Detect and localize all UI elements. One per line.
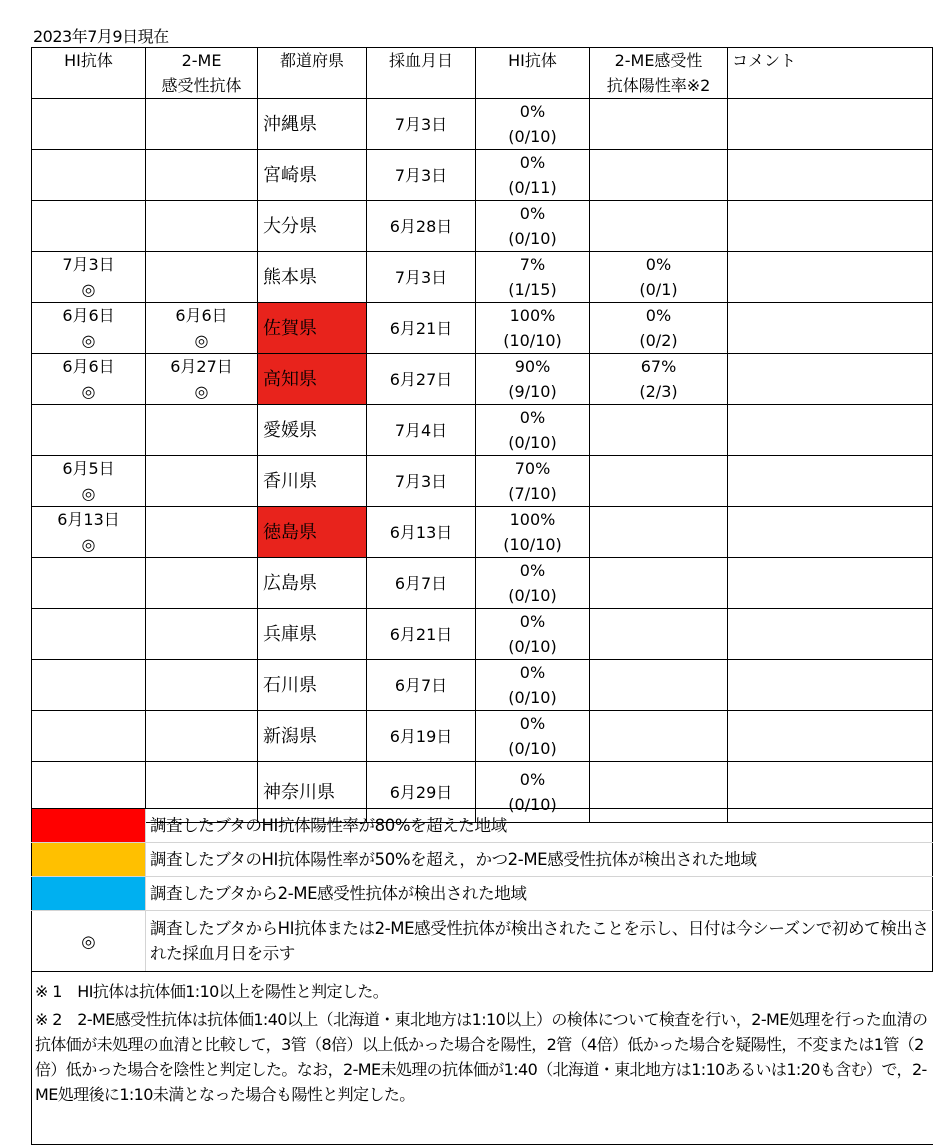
footnotes [31, 970, 933, 1145]
cell-sample-date: 7月4日 [367, 405, 476, 456]
cell-hi-first-detected [32, 660, 146, 711]
cell-prefecture: 佐賀県 [258, 303, 367, 354]
double-circle-icon: ◎ [32, 911, 146, 972]
footnote-2: ※ 2 2-ME感受性抗体は抗体価1:40以上（北海道・東北地方は1:10以上）の検体について検査を行い，2-ME処理を行った血清の抗体価が未処理の血清と比較して，3管（8倍）以上低かった場合を陽性，2管（4倍）低かった場合を疑陽性，不変または1管（2倍）低かった場合を陰性と判定した。なお，2-ME未処理の抗体価が1:40（北海道・東北地方は1:10あるいは1:20も含む）で，2-ME処理後に1:10未満となった場合も陽性と判定した。 [35, 1010, 928, 1104]
cell-comment [728, 99, 933, 150]
cell-sample-date: 7月3日 [367, 252, 476, 303]
cell-sample-date: 7月3日 [367, 99, 476, 150]
header-sample-date: 採血月日 [367, 48, 476, 99]
cell-hi-rate: 90% (9/10) [476, 354, 590, 405]
table-row [32, 660, 933, 711]
header-comment: コメント [728, 48, 933, 99]
legend-row [32, 843, 933, 877]
cell-2me-rate [590, 609, 728, 660]
legend-color-swatch [32, 877, 146, 911]
cell-comment [728, 303, 933, 354]
as-of-date: 2023年7月9日現在 [33, 27, 169, 46]
cell-hi-first-detected: 6月5日 ◎ [32, 456, 146, 507]
cell-prefecture: 宮崎県 [258, 150, 367, 201]
header-2me-first-detected: 2-ME 感受性抗体 [146, 48, 258, 99]
cell-comment [728, 456, 933, 507]
cell-comment [728, 201, 933, 252]
cell-hi-rate: 0% (0/10) [476, 711, 590, 762]
cell-hi-first-detected [32, 609, 146, 660]
cell-sample-date: 7月3日 [367, 456, 476, 507]
legend-table [31, 808, 933, 972]
legend-color-swatch [32, 843, 146, 877]
cell-2me-rate [590, 150, 728, 201]
cell-hi-rate: 70% (7/10) [476, 456, 590, 507]
legend-row [32, 877, 933, 911]
cell-prefecture: 広島県 [258, 558, 367, 609]
header-hi-first-detected: HI抗体 [32, 48, 146, 99]
legend-description: 調査したブタから2-ME感受性抗体が検出された地域 [146, 877, 933, 911]
cell-comment [728, 150, 933, 201]
cell-sample-date: 6月29日 [367, 762, 476, 823]
cell-2me-rate [590, 711, 728, 762]
cell-hi-rate: 0% (0/10) [476, 660, 590, 711]
cell-hi-first-detected [32, 558, 146, 609]
table-row [32, 609, 933, 660]
legend-row [32, 809, 933, 843]
cell-2me-first-detected: 6月6日 ◎ [146, 303, 258, 354]
cell-hi-first-detected [32, 150, 146, 201]
cell-sample-date: 7月3日 [367, 150, 476, 201]
cell-comment [728, 660, 933, 711]
cell-2me-first-detected: 6月27日 ◎ [146, 354, 258, 405]
cell-prefecture: 兵庫県 [258, 609, 367, 660]
cell-hi-rate: 0% (0/11) [476, 150, 590, 201]
legend-description: 調査したブタのHI抗体陽性率が50%を超え，かつ2-ME感受性抗体が検出された地域 [146, 843, 933, 877]
cell-sample-date: 6月7日 [367, 660, 476, 711]
cell-2me-first-detected [146, 99, 258, 150]
cell-2me-first-detected [146, 150, 258, 201]
cell-prefecture: 徳島県 [258, 507, 367, 558]
header-row [32, 48, 933, 99]
legend-row [32, 911, 933, 972]
footnote-1: ※ 1 HI抗体は抗体価1:10以上を陽性と判定した。 [35, 982, 389, 1001]
table-row [32, 456, 933, 507]
cell-hi-rate: 0% (0/10) [476, 201, 590, 252]
table-row [32, 201, 933, 252]
cell-2me-first-detected [146, 558, 258, 609]
table-row [32, 507, 933, 558]
cell-2me-rate [590, 660, 728, 711]
cell-prefecture: 神奈川県 [258, 762, 367, 823]
cell-sample-date: 6月28日 [367, 201, 476, 252]
header-2me-rate: 2-ME感受性 抗体陽性率※2 [590, 48, 728, 99]
table-row [32, 150, 933, 201]
table-row [32, 354, 933, 405]
cell-hi-rate: 7% (1/15) [476, 252, 590, 303]
cell-sample-date: 6月13日 [367, 507, 476, 558]
cell-hi-first-detected: 6月6日 ◎ [32, 303, 146, 354]
table-row [32, 303, 933, 354]
header-hi-rate: HI抗体 [476, 48, 590, 99]
cell-comment [728, 405, 933, 456]
cell-hi-rate: 0% (0/10) [476, 405, 590, 456]
cell-hi-first-detected: 7月3日 ◎ [32, 252, 146, 303]
cell-comment [728, 507, 933, 558]
cell-prefecture: 愛媛県 [258, 405, 367, 456]
cell-comment [728, 558, 933, 609]
cell-sample-date: 6月21日 [367, 609, 476, 660]
cell-prefecture: 新潟県 [258, 711, 367, 762]
cell-comment [728, 711, 933, 762]
cell-prefecture: 沖縄県 [258, 99, 367, 150]
cell-2me-first-detected [146, 711, 258, 762]
cell-hi-rate: 0% (0/10) [476, 609, 590, 660]
cell-2me-rate [590, 456, 728, 507]
cell-hi-first-detected [32, 201, 146, 252]
cell-2me-rate [590, 201, 728, 252]
cell-2me-rate [590, 99, 728, 150]
cell-2me-first-detected [146, 252, 258, 303]
cell-2me-rate [590, 558, 728, 609]
cell-hi-rate: 0% (0/10) [476, 762, 590, 823]
cell-sample-date: 6月27日 [367, 354, 476, 405]
cell-prefecture: 熊本県 [258, 252, 367, 303]
cell-2me-first-detected [146, 507, 258, 558]
cell-comment [728, 354, 933, 405]
cell-prefecture: 香川県 [258, 456, 367, 507]
cell-prefecture: 高知県 [258, 354, 367, 405]
cell-sample-date: 6月21日 [367, 303, 476, 354]
cell-hi-first-detected: 6月6日 ◎ [32, 354, 146, 405]
cell-comment [728, 252, 933, 303]
cell-hi-rate: 100% (10/10) [476, 303, 590, 354]
table-row [32, 99, 933, 150]
cell-hi-first-detected [32, 405, 146, 456]
table-row [32, 252, 933, 303]
legend-description: 調査したブタのHI抗体陽性率が80%を超えた地域 [146, 809, 933, 843]
cell-hi-rate: 100% (10/10) [476, 507, 590, 558]
cell-prefecture: 大分県 [258, 201, 367, 252]
cell-2me-rate [590, 405, 728, 456]
table-row [32, 711, 933, 762]
cell-hi-rate: 0% (0/10) [476, 99, 590, 150]
cell-2me-rate [590, 507, 728, 558]
legend-description: 調査したブタからHI抗体または2-ME感受性抗体が検出されたことを示し、日付は今シーズンで初めて検出された採血月日を示す [146, 911, 933, 972]
cell-2me-first-detected [146, 405, 258, 456]
cell-prefecture: 石川県 [258, 660, 367, 711]
cell-comment [728, 609, 933, 660]
cell-hi-first-detected [32, 711, 146, 762]
cell-2me-rate: 0% (0/2) [590, 303, 728, 354]
cell-2me-first-detected [146, 201, 258, 252]
cell-hi-first-detected [32, 99, 146, 150]
cell-2me-rate: 0% (0/1) [590, 252, 728, 303]
survey-table [31, 47, 933, 823]
cell-2me-first-detected [146, 660, 258, 711]
cell-hi-first-detected: 6月13日 ◎ [32, 507, 146, 558]
cell-2me-rate: 67% (2/3) [590, 354, 728, 405]
legend-color-swatch [32, 809, 146, 843]
table-row [32, 405, 933, 456]
cell-2me-first-detected [146, 456, 258, 507]
header-prefecture: 都道府県 [258, 48, 367, 99]
cell-sample-date: 6月7日 [367, 558, 476, 609]
cell-sample-date: 6月19日 [367, 711, 476, 762]
cell-2me-first-detected [146, 609, 258, 660]
cell-hi-rate: 0% (0/10) [476, 558, 590, 609]
table-row [32, 558, 933, 609]
